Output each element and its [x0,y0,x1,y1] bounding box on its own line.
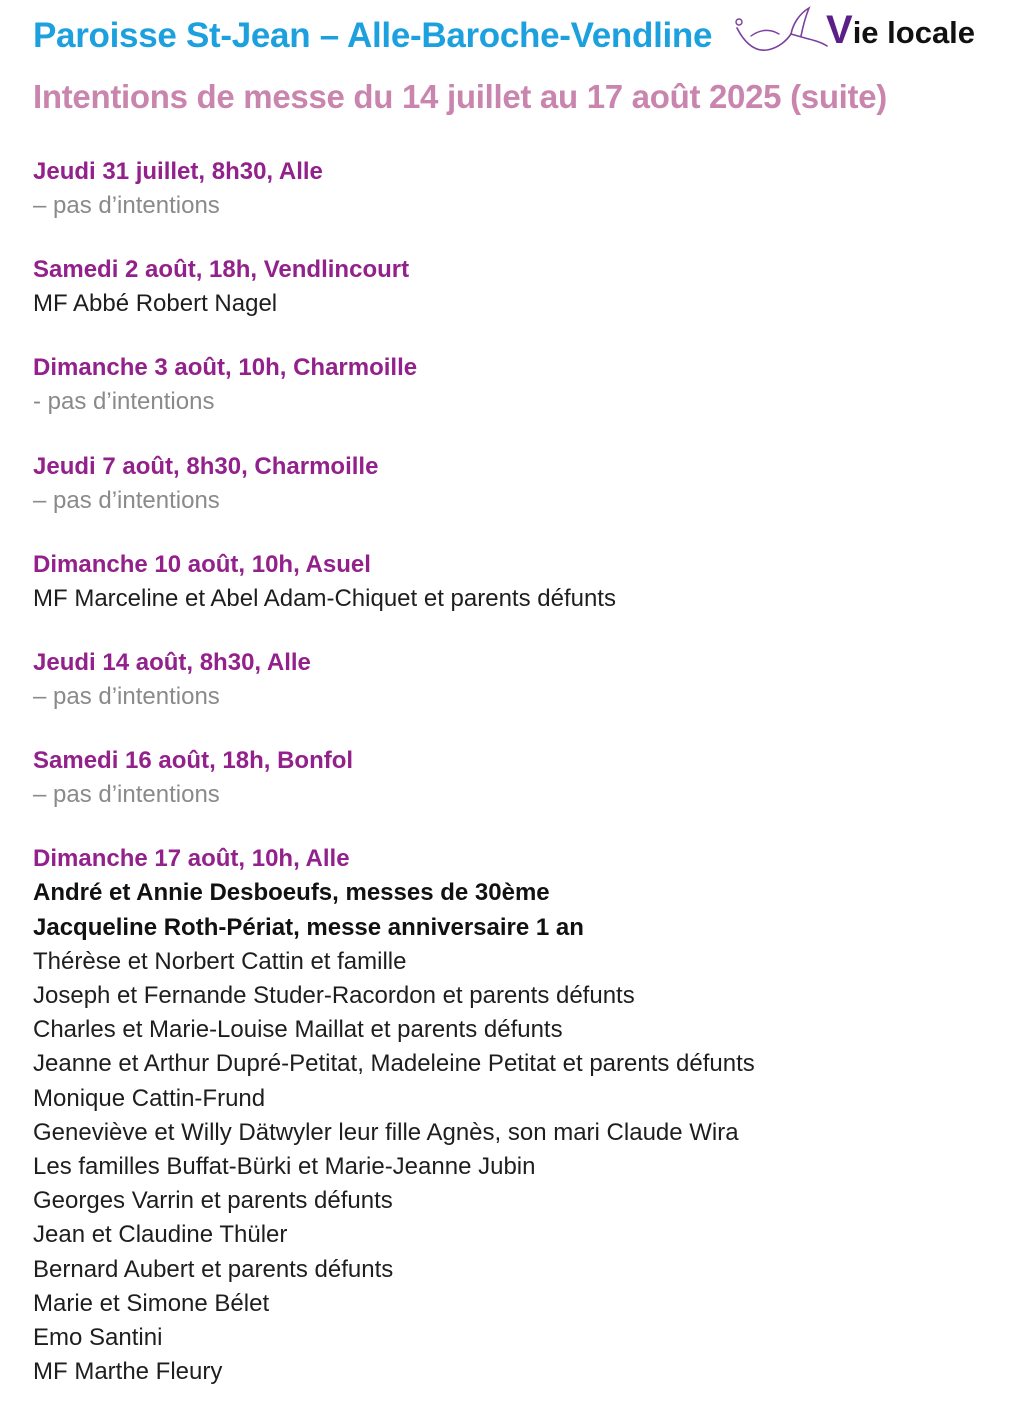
mass-entry [33,548,1003,616]
intention-line: MF Marceline et Abel Adam-Chiquet et parents défunts [33,584,616,612]
mass-entry [33,253,1003,321]
intention-line: MF Marthe Fleury [33,1358,223,1386]
mass-entry [33,351,1003,419]
intention-line: Emo Santini [33,1324,163,1352]
intention-line: Geneviève et Willy Dätwyler leur fille Agnès, son mari Claude Wira [33,1118,739,1146]
intention-line: Monique Cattin-Frund [33,1084,266,1112]
intention-line: Jacqueline Roth-Périat, messe anniversaire 1 an [33,913,584,941]
mass-entry [33,450,1003,518]
parish-title: Paroisse St-Jean – Alle-Baroche-Vendline [33,16,713,55]
section-tag-rest: ie locale [852,15,976,50]
intention-line: - pas d’intentions [33,388,215,416]
intention-line: Georges Varrin et parents défunts [33,1187,393,1215]
mass-entry [33,646,1003,714]
intention-line: André et Annie Desboeufs, messes de 30ème [33,879,550,907]
intention-line: Thérèse et Norbert Cattin et famille [33,947,407,975]
intention-line: Bernard Aubert et parents défunts [33,1255,394,1283]
intention-line: – pas d’intentions [33,781,220,809]
mass-heading: Dimanche 3 août, 10h, Charmoille [33,354,418,382]
mass-heading: Dimanche 10 août, 10h, Asuel [33,550,371,578]
mass-entry [33,155,1003,223]
mass-heading: Jeudi 14 août, 8h30, Alle [33,649,311,677]
intention-line: MF Abbé Robert Nagel [33,290,278,318]
intention-line: Joseph et Fernande Studer-Racordon et parents défunts [33,982,635,1010]
mass-entry [33,744,1003,812]
page-subtitle: Intentions de messe du 14 juillet au 17 août 2025 (suite) [33,78,887,115]
intention-line: Charles et Marie-Louise Maillat et parents défunts [33,1016,563,1044]
intention-line: Les familles Buffat-Bürki et Marie-Jeanne Jubin [33,1153,536,1181]
section-tag [826,8,975,53]
dove-icon [733,6,829,58]
intention-line: – pas d’intentions [33,192,220,219]
intention-line: – pas d’intentions [33,683,220,711]
mass-heading: Jeudi 31 juillet, 8h30, Alle [33,158,323,185]
intention-line: Jean et Claudine Thüler [33,1221,288,1249]
mass-heading: Samedi 16 août, 18h, Bonfol [33,747,354,775]
mass-heading: Dimanche 17 août, 10h, Alle [33,845,350,873]
mass-entry [33,842,1003,1389]
section-tag-initial: V [826,8,853,52]
mass-heading: Samedi 2 août, 18h, Vendlincourt [33,256,410,284]
intention-line: Jeanne et Arthur Dupré-Petitat, Madeleine Petitat et parents défunts [33,1050,755,1078]
mass-heading: Jeudi 7 août, 8h30, Charmoille [33,452,379,480]
intention-line: – pas d’intentions [33,486,220,514]
intention-line: Marie et Simone Bélet [33,1289,270,1317]
mass-list [33,155,1003,1419]
